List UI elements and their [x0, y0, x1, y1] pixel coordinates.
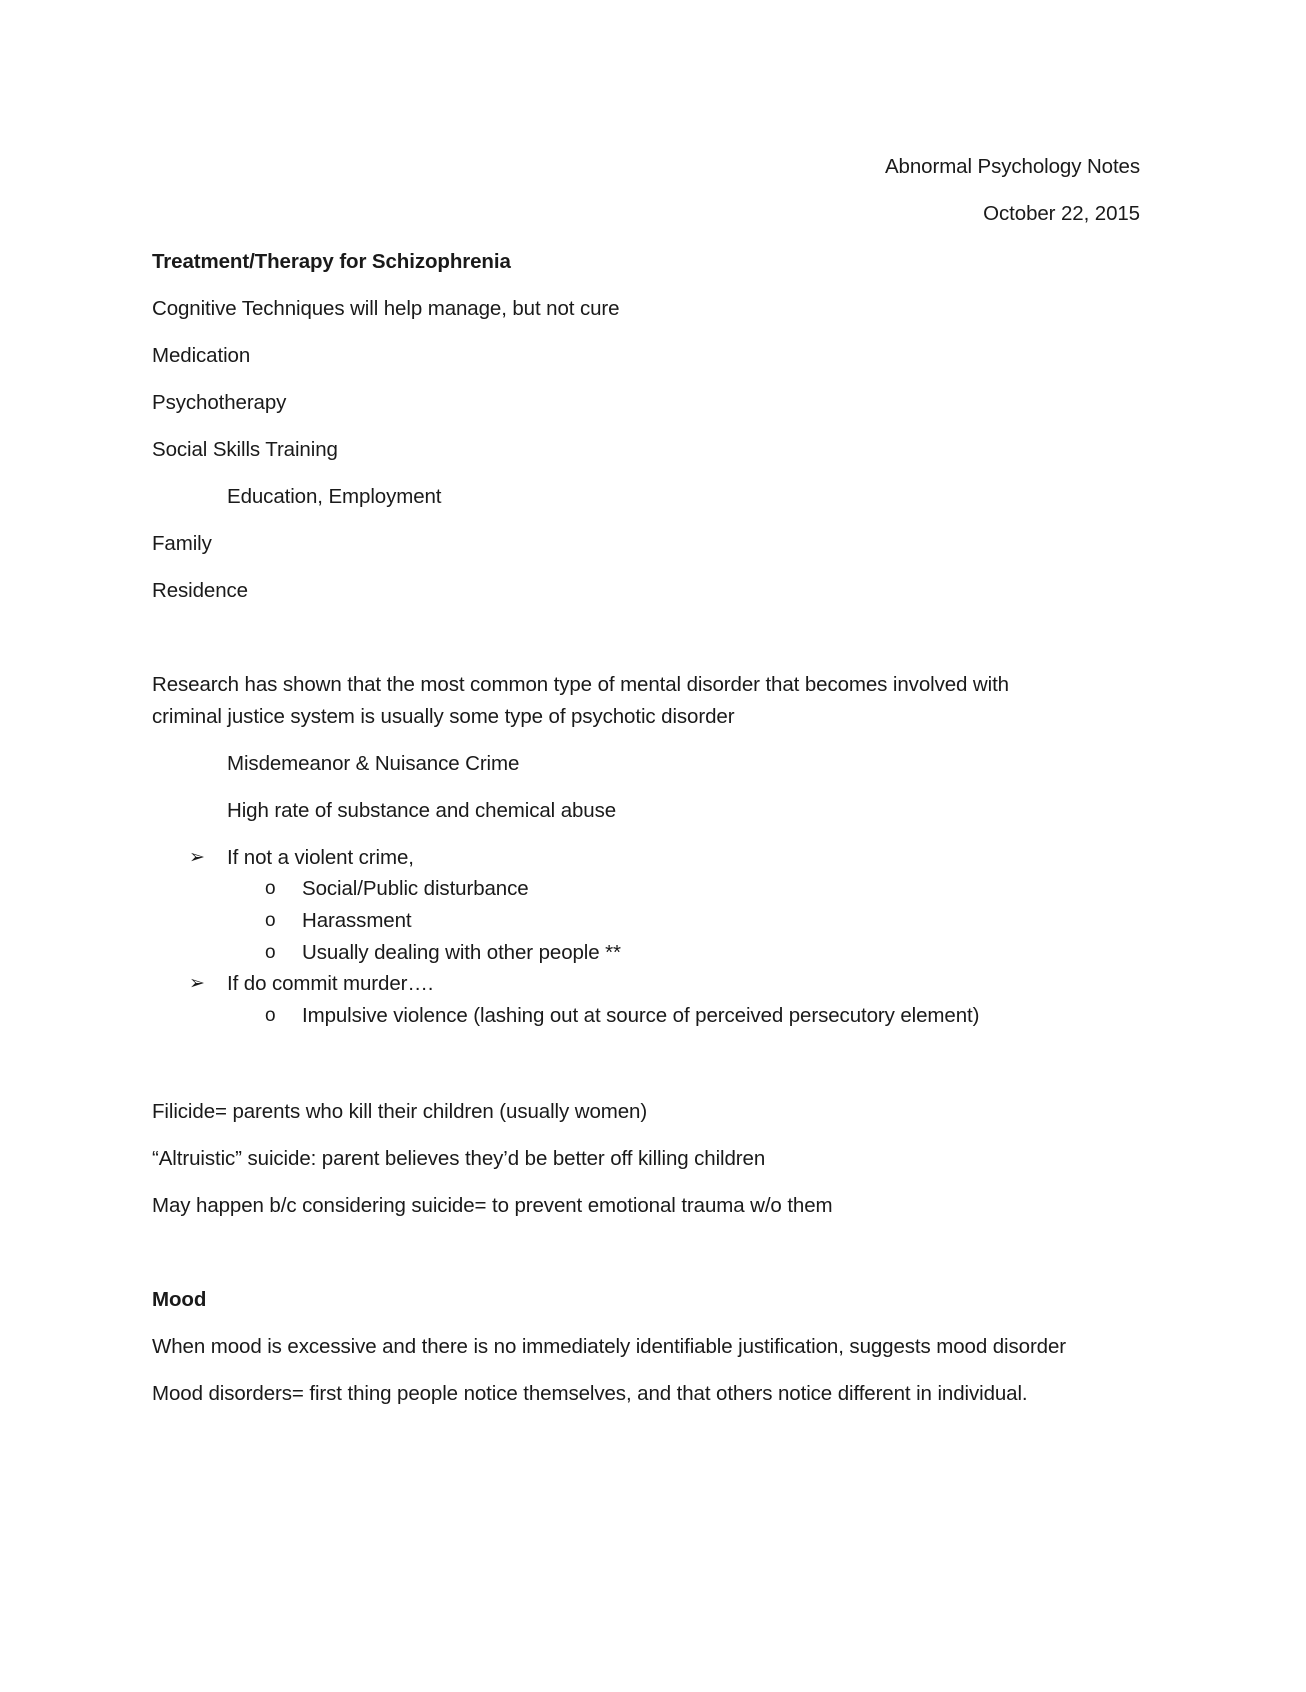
text-line: “Altruistic” suicide: parent believes they’d be better off killing children: [152, 1147, 766, 1170]
text-line: Psychotherapy: [152, 391, 287, 414]
text-line: Social Skills Training: [152, 438, 338, 461]
circle-bullet-icon: o: [265, 910, 276, 931]
sub-bullet-item: Impulsive violence (lashing out at source of perceived persecutory element): [302, 1004, 980, 1027]
indented-text-line: Education, Employment: [227, 485, 442, 508]
indented-text-line: High rate of substance and chemical abuse: [227, 799, 617, 822]
text-line: May happen b/c considering suicide= to prevent emotional trauma w/o them: [152, 1194, 833, 1217]
bullet-item: If not a violent crime,: [227, 846, 414, 869]
circle-bullet-icon: o: [265, 942, 276, 963]
circle-bullet-icon: o: [265, 878, 276, 899]
text-line: Cognitive Techniques will help manage, but not cure: [152, 297, 620, 320]
section-heading-treatment: Treatment/Therapy for Schizophrenia: [152, 250, 511, 273]
paragraph-line: criminal justice system is usually some type of psychotic disorder: [152, 705, 735, 728]
arrow-bullet-icon: ➢: [189, 973, 205, 994]
text-line: When mood is excessive and there is no immediately identifiable justification, suggests mood disorder: [152, 1335, 1067, 1358]
sub-bullet-item: Harassment: [302, 909, 412, 932]
text-line: Filicide= parents who kill their children (usually women): [152, 1100, 648, 1123]
paragraph-line: Research has shown that the most common type of mental disorder that becomes involved with: [152, 673, 1009, 696]
text-line: Family: [152, 532, 212, 555]
text-line: Mood disorders= first thing people notice themselves, and that others notice different in individual.: [152, 1382, 1028, 1405]
section-heading-mood: Mood: [152, 1288, 207, 1311]
document-date: October 22, 2015: [983, 202, 1140, 225]
circle-bullet-icon: o: [265, 1005, 276, 1026]
sub-bullet-item: Usually dealing with other people **: [302, 941, 621, 964]
sub-bullet-item: Social/Public disturbance: [302, 877, 529, 900]
text-line: Residence: [152, 579, 248, 602]
text-line: Medication: [152, 344, 251, 367]
document-title: Abnormal Psychology Notes: [884, 155, 1140, 178]
bullet-item: If do commit murder….: [227, 972, 434, 995]
arrow-bullet-icon: ➢: [189, 847, 205, 868]
indented-text-line: Misdemeanor & Nuisance Crime: [227, 752, 520, 775]
